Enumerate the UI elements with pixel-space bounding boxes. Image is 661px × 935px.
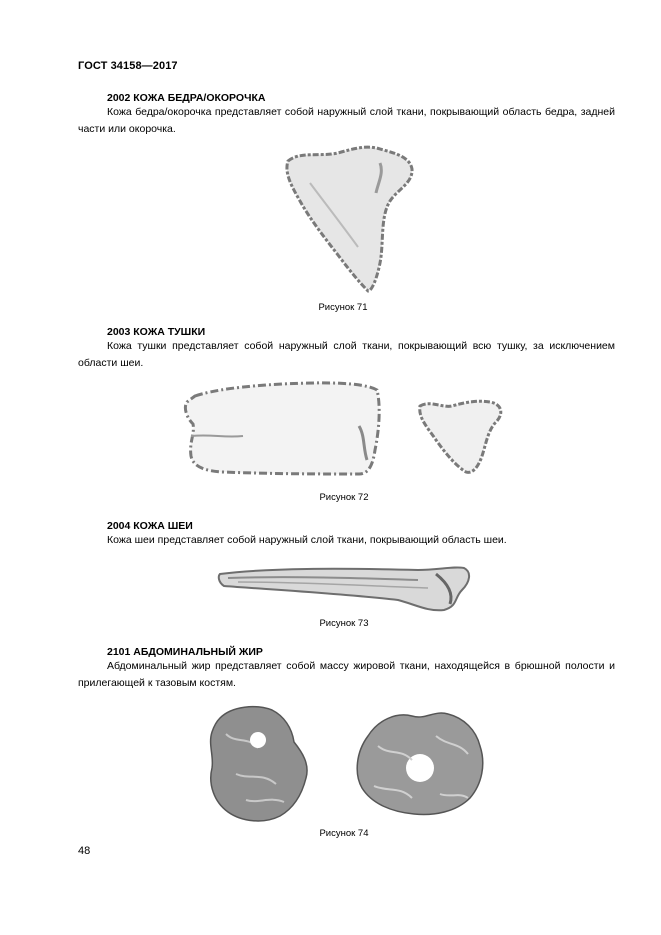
section-text-2101	[78, 658, 615, 692]
section-title-2002: 2002 КОЖА БЕДРА/ОКОРОЧКА	[107, 92, 266, 104]
section-text-2002-content: Кожа бедра/окорочка представляет собой наружный слой ткани, покрывающий область бедра, задней части или окорочка.	[78, 106, 615, 135]
figure-72-neck-skin-image	[416, 396, 506, 476]
figure-caption-74: Рисунок 74	[319, 828, 369, 839]
section-title-2004: 2004 КОЖА ШЕИ	[107, 520, 193, 532]
figure-72-carcass-skin-image	[183, 376, 383, 476]
section-text-2002	[78, 104, 615, 138]
figure-73-neck-skin-strip-image	[218, 564, 473, 614]
figure-caption-72: Рисунок 72	[319, 492, 369, 503]
section-text-2003	[78, 338, 615, 372]
page-number: 48	[78, 845, 91, 857]
section-title-2003: 2003 КОЖА ТУШКИ	[107, 326, 206, 338]
figure-74-fat-right-image	[350, 706, 490, 818]
figure-74-fat-left-image	[206, 704, 311, 824]
figure-caption-73: Рисунок 73	[319, 618, 369, 629]
section-text-2004	[78, 532, 615, 549]
section-title-2101: 2101 АБДОМИНАЛЬНЫЙ ЖИР	[107, 646, 263, 658]
figure-caption-71: Рисунок 71	[318, 302, 368, 313]
section-text-2003-content: Кожа тушки представляет собой наружный слой ткани, покрывающий всю тушку, за исключением области шеи.	[78, 340, 615, 369]
section-text-2004-content: Кожа шеи представляет собой наружный слой ткани, покрывающий область шеи.	[107, 534, 507, 546]
document-header: ГОСТ 34158—2017	[78, 60, 178, 72]
section-text-2101-content: Абдоминальный жир представляет собой массу жировой ткани, находящейся в брюшной полости и прилегающей к тазовым костям.	[78, 660, 615, 689]
figure-71-thigh-skin-image	[280, 143, 415, 293]
